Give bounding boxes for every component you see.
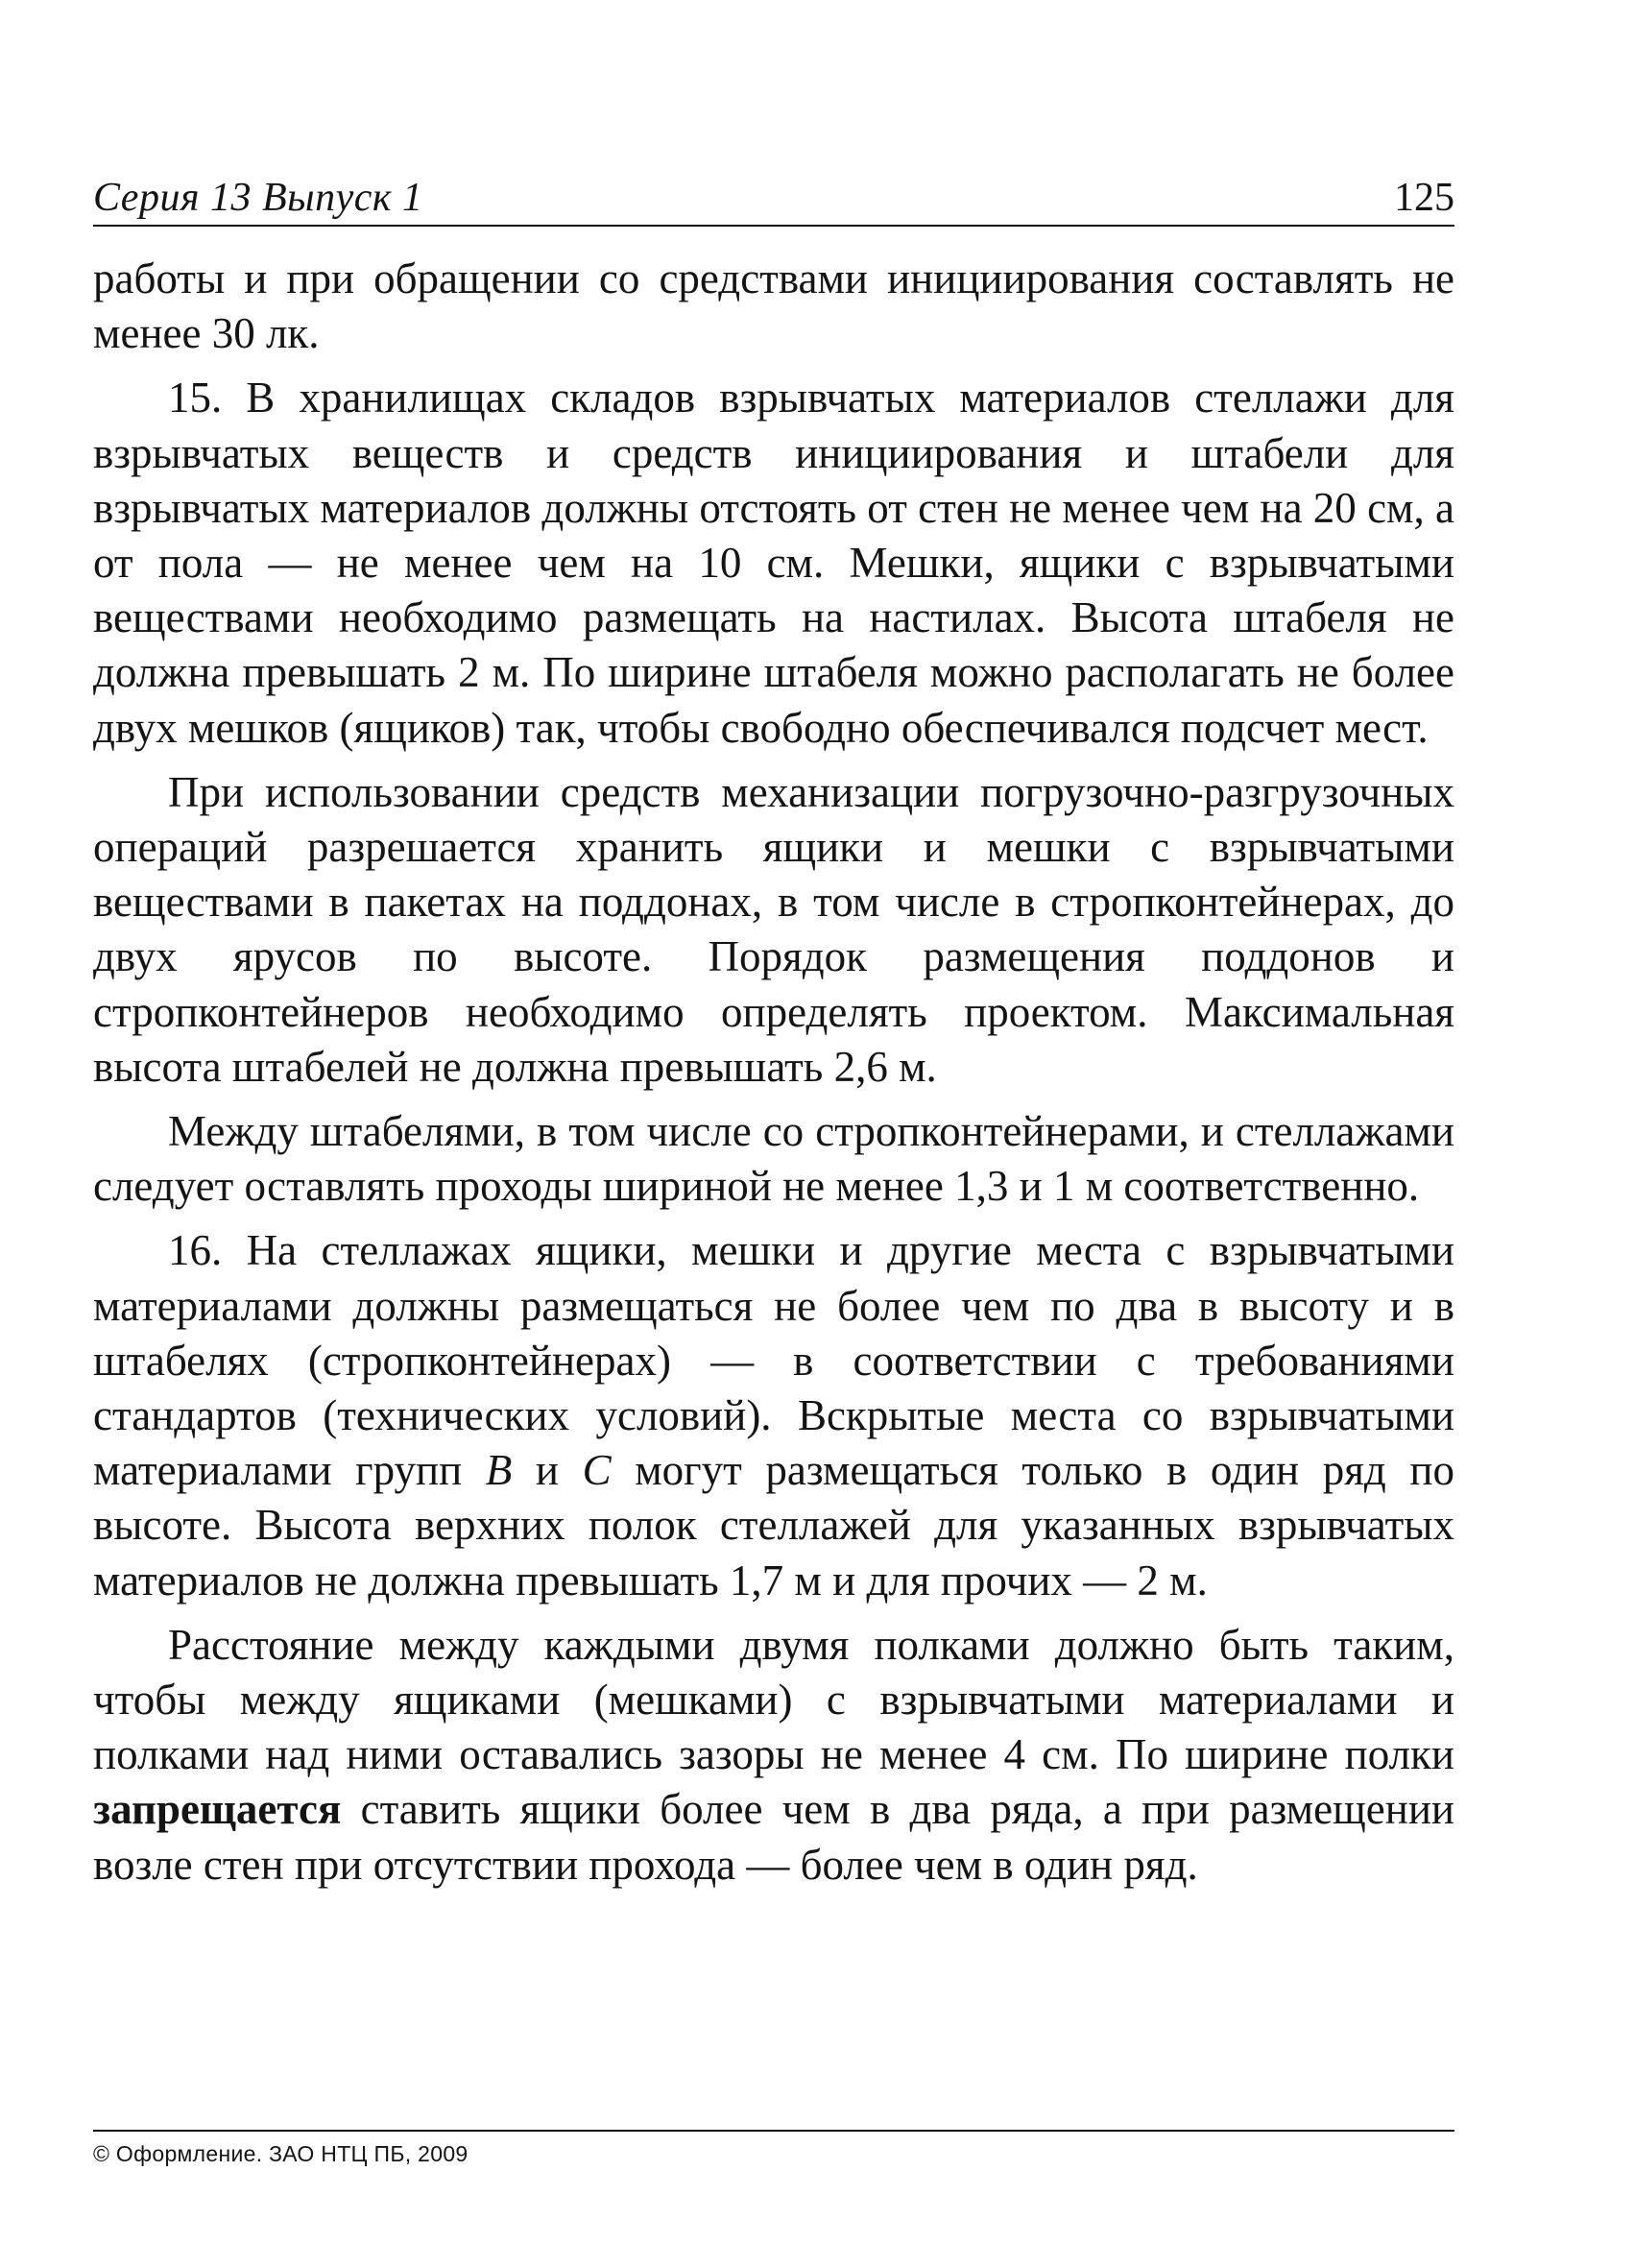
header-divider [93, 225, 1454, 227]
paragraph-item-16-text-a: 16. На стеллажах ящики, мешки и другие места с взрывчатыми материалами должны размещаться не более чем по два в высоту и в штабелях (стропконтейнерах) — в соответствии с требованиями стандартов (технических условий). Вскрытые места со взрывчатыми материалами групп [93, 1226, 1454, 1495]
group-b-label: B [485, 1446, 513, 1495]
series-title: Серия 13 Выпуск 1 [93, 176, 423, 220]
paragraph-shelf-distance-text-a: Расстояние между каждыми двумя полками должно быть таким, чтобы между ящиками (мешками) с взрывчатыми материалами и полками над ними оставались зазоры не менее 4 см. По ширине полки [93, 1620, 1454, 1779]
page-number: 125 [1394, 176, 1454, 220]
paragraph-item-16-text-b: и [512, 1446, 583, 1495]
running-head [93, 171, 1454, 225]
group-c-label: C [582, 1446, 612, 1495]
paragraph-item-16 [93, 1223, 1454, 1607]
footer-copyright: © Оформление. ЗАО НТЦ ПБ, 2009 [93, 2141, 469, 2166]
paragraph-continuation: работы и при обращении со средствами инициирования составлять не менее 30 лк. [93, 254, 1454, 358]
paragraph-mechanization: При использовании средств механизации погрузочно-разгрузочных операций разрешается хранить ящики и мешки с взрывчатыми веществами в пакетах на поддонах, в том числе в стропконтейнерах, до двух ярусов по высоте. Порядок размещения поддонов и стропконтейнеров необходимо определять проектом. Максимальная высота штабелей не должна превышать 2,6 м. [93, 767, 1454, 1091]
paragraph-shelf-distance-text-b: ставить ящики более чем в два ряда, а при размещении возле стен при отсутствии прохода — более чем в один ряд. [93, 1785, 1454, 1889]
paragraph-item-16-text-c: могут размещаться только в один ряд по высоте. Высота верхних полок стеллажей для указанных взрывчатых материалов не должна превышать 1,7 м и для прочих — 2 м. [93, 1446, 1454, 1604]
footer-divider [93, 2130, 1454, 2132]
paragraph-passages: Между штабелями, в том числе со стропконтейнерами, и стеллажами следует оставлять проходы шириной не менее 1,3 и 1 м соответственно. [93, 1107, 1454, 1211]
body-text [93, 252, 1454, 1902]
prohibited-emphasis: запрещается [93, 1785, 342, 1834]
paragraph-item-15: 15. В хранилищах складов взрывчатых материалов стеллажи для взрывчатых веществ и средств инициирования и штабели для взрывчатых материалов должны отстоять от стен не менее чем на 20 см, а от пола — не менее чем на 10 см. Мешки, ящики с взрывчатыми веществами необходимо размещать на настилах. Высота штабеля не должна превышать 2 м. По ширине штабеля можно располагать не более двух мешков (ящиков) так, чтобы свободно обеспечивался подсчет мест. [93, 374, 1454, 752]
paragraph-shelf-distance [93, 1618, 1454, 1893]
